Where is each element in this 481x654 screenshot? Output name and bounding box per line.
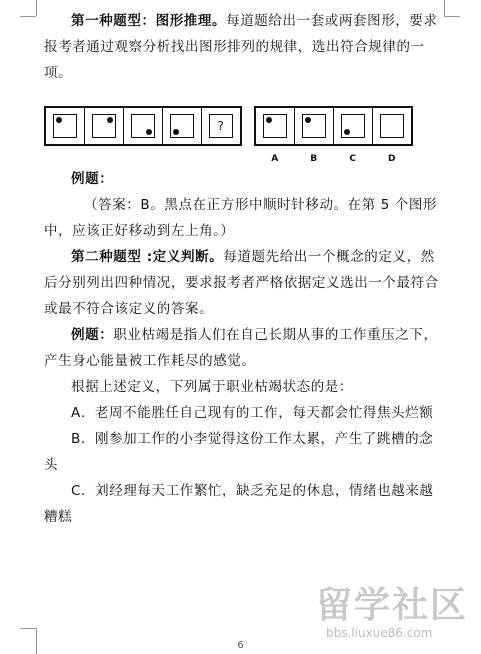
example2-text: 职业枯竭是指人们在自己长期从事的工作重压之下，产生身心能量被工作耗尽的感觉。 <box>44 327 438 369</box>
example2-label: 例题： <box>71 327 114 343</box>
option-cell-c <box>334 108 373 144</box>
type1-desc: 每道题给出一套或两套图形，要求报考者通过观察分析找出图形排列的规律，选出符合规律的一项。 <box>44 13 438 81</box>
question-text: 根据上述定义，下列属于职业枯竭状态的是： <box>71 379 353 395</box>
square <box>263 114 287 138</box>
type1-title: 第一种题型：图形推理。 <box>71 13 227 29</box>
example2-paragraph <box>44 322 444 374</box>
black-dot <box>173 129 179 135</box>
figure-cell <box>124 108 163 144</box>
crop-mark <box>20 628 36 629</box>
option-b-text: B．刚参加工作的小李觉得这份工作太累，产生了跳槽的念头 <box>44 431 434 473</box>
black-dot <box>107 117 113 123</box>
square <box>92 114 116 138</box>
figure-cell <box>163 108 202 144</box>
crop-mark <box>444 16 460 17</box>
option-label-c: C <box>349 154 357 164</box>
square <box>302 114 326 138</box>
option-c-text: C．刘经理每天工作繁忙，缺乏充足的休息，情绪也越来越糟糕 <box>44 483 434 525</box>
watermark-logo <box>316 586 476 646</box>
option-cell-a <box>256 108 295 144</box>
figure-cell <box>202 108 240 144</box>
question-mark: ? <box>209 114 233 138</box>
type1-paragraph <box>44 8 444 86</box>
type2-title: 第二种题型 :定义判断。 <box>71 249 224 265</box>
square <box>131 114 155 138</box>
crop-mark <box>444 0 445 16</box>
square <box>53 114 77 138</box>
type2-desc: 每道题先给出一个概念的定义，然后分别列出四种情况，要求报考者严格依据定义选出一个最符合或最不符合该定义的答案。 <box>44 249 439 317</box>
watermark-url: bbs.liuxue86.com <box>326 626 433 640</box>
option-cell-b <box>295 108 334 144</box>
document-body <box>44 8 444 530</box>
crop-mark <box>36 0 37 16</box>
figure-cell <box>85 108 124 144</box>
page-number: 6 <box>237 640 244 651</box>
black-dot <box>266 117 272 123</box>
black-dot <box>56 117 62 123</box>
option-a-text: A．老周不能胜任自己现有的工作，每天都会忙得焦头烂额 <box>71 405 434 421</box>
answer-paragraph: （答案：B。黑点在正方形中顺时针移动。在第 5 个图形中，应该正好移动到左上角。） <box>44 197 438 239</box>
black-dot <box>305 117 311 123</box>
square <box>380 114 404 138</box>
square <box>341 114 365 138</box>
option-cell-d <box>373 108 411 144</box>
example-label: 例题： <box>71 171 114 187</box>
crop-mark <box>20 16 36 17</box>
option-label-d: D <box>387 154 397 164</box>
pattern-figure <box>44 98 444 164</box>
figure-cell <box>46 108 85 144</box>
option-label-a: A <box>271 154 279 164</box>
question-sequence <box>44 106 242 146</box>
option-label-b: B <box>310 154 318 164</box>
black-dot <box>344 129 350 135</box>
watermark-main: 留学社区 <box>316 585 469 626</box>
answer-options <box>254 106 413 146</box>
square <box>170 114 194 138</box>
black-dot <box>146 129 152 135</box>
type2-paragraph <box>44 244 444 322</box>
